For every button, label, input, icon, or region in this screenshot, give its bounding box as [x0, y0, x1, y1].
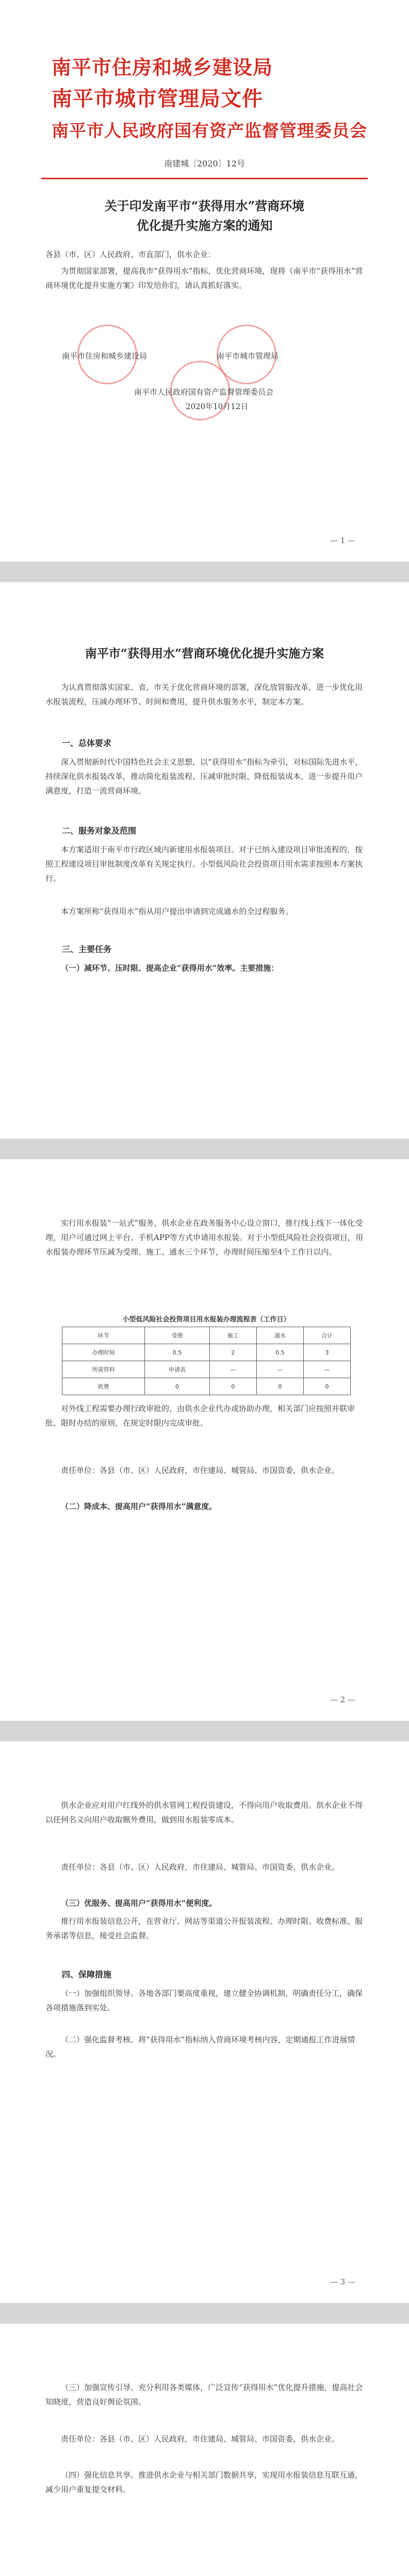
- page-4: [0, 1741, 409, 2303]
- responsible-units: 责任单位：各县（市、区）人民政府，市住建局、城管局、市国资委，供水企业。: [61, 2434, 340, 2444]
- plan-intro: 为认真贯彻落实国家、省、市关于优化营商环境的部署，深化放管服改革，进一步优化用水报装流程，压减办理环节、时间和费用，提升供水服务水平，制定本方案。: [45, 683, 363, 706]
- subsection-2: （二）降成本、提高用户“获得用水”满意度。: [61, 1502, 217, 1511]
- header-line-3: 南平市人民政府国有资产监督管理委员会: [52, 121, 367, 141]
- addressee: 各县（市、区）人民政府、市直部门，供水企业：: [45, 250, 216, 259]
- page-4-body-4: （二）强化监督考核。将“获得用水”指标纳入营商环境考核内容，定期通报工作进展情况。: [45, 2035, 355, 2059]
- table-cell: 0: [209, 1378, 256, 1395]
- section-2-heading: 二、服务对象及范围: [62, 826, 137, 836]
- notice-title-line-2: 优化提升实施方案的通知: [136, 218, 273, 233]
- table-cell: 2: [209, 1344, 256, 1361]
- red-divider: [41, 178, 368, 179]
- page-gap: [0, 1139, 409, 1159]
- section-1-heading: 一、总体要求: [62, 738, 112, 748]
- table-header-row: [62, 1327, 351, 1344]
- section-2-text-2: 本方案所称“获得用水”指从用户提出申请到完成通水的全过程服务。: [61, 907, 293, 916]
- table-cell: 办理时间: [62, 1344, 145, 1361]
- notice-title-line-1: 关于印发南平市“获得用水”营商环境: [104, 198, 305, 213]
- section-1-text: 深入贯彻新时代中国特色社会主义思想，以“获得用水”指标为牵引，对标国际先进水平，持续深化供水报装改革，推动简化报装流程、压减审批时限、降低报装成本，进一步提升用户满意度，打造一流营商环境。: [45, 757, 363, 795]
- page-gap: [0, 1721, 409, 1741]
- table-cell: 收费: [62, 1378, 145, 1395]
- page-3-body-2: 对外线工程需要办理行政审批的，由供水企业代办或协助办理，相关部门应按照并联审批、限时办结的原则，在规定时限内完成审批。: [45, 1404, 355, 1428]
- table-header: 合计: [303, 1327, 350, 1344]
- table-header: 受理: [145, 1327, 210, 1344]
- table-row: [62, 1344, 351, 1361]
- page-4-body: 供水企业应对用户红线外的供水管网工程投资建设，不得向用户收取费用。供水企业不得以任何名义向用户收取额外费用，做到用水报装零成本。: [45, 1801, 363, 1824]
- table-cell: 3: [303, 1344, 350, 1361]
- signature-left: 南平市住房和城乡建设局: [62, 351, 148, 361]
- table-cell: —: [209, 1361, 256, 1378]
- header-line-1: 南平市住房和城乡建设局: [52, 56, 273, 79]
- table-cell: —: [256, 1361, 303, 1378]
- page-5-body-2: （四）强化信息共享。推进供水企业与相关部门数据共享，实现用水报装信息互联互通，减少用户重复提交材料。: [45, 2470, 363, 2494]
- page-3: [0, 1159, 409, 1721]
- process-table: [62, 1327, 351, 1395]
- signature-middle: 南平市城市管理局: [217, 351, 279, 361]
- table-header: 通水: [256, 1327, 303, 1344]
- page-number: — 2 —: [330, 1695, 356, 1704]
- page-5: [0, 2324, 409, 2576]
- table-cell: —: [303, 1361, 350, 1378]
- page-number: — 3 —: [330, 2277, 356, 2286]
- page-number: — 1 —: [330, 536, 356, 545]
- table-header: 环节: [62, 1327, 145, 1344]
- table-cell: 0: [145, 1378, 210, 1395]
- responsible-units: 责任单位：各县（市、区）人民政府，市住建局、城管局、市国资委，供水企业。: [61, 1466, 340, 1475]
- plan-title: 南平市“获得用水”营商环境优化提升实施方案: [85, 647, 324, 660]
- page-4-body-2: 推行用水报装信息公开，在营业厅、网站等渠道公开报装流程、办理时限、收费标准、服务承诺等信息，接受社会监督。: [45, 1917, 363, 1940]
- page-3-body: 实行用水报装“一站式”服务，供水企业在政务服务中心设立窗口，推行线上线下一体化受理，用户可通过网上平台、手机APP等方式申请用水报装。对于小型低风险社会投资项目，用水报装办理环节压减为受理、施工、通水三个环节，办理时间压缩至4个工作日以内。: [45, 1218, 364, 1257]
- signature-right: 南平市人民政府国有资产监督管理委员会: [134, 387, 274, 397]
- issue-date: 2020年10月12日: [186, 402, 249, 411]
- table-row: [62, 1361, 351, 1378]
- page-5-body: （三）加强宣传引导。充分利用各类媒体，广泛宣传“获得用水”优化提升措施，提高社会知晓度，营造良好舆论氛围。: [45, 2383, 363, 2406]
- header-line-2: 南平市城市管理局文件: [52, 87, 263, 111]
- responsible-units: 责任单位：各县（市、区）人民政府，市住建局、城管局、市国资委，供水企业。: [61, 1862, 340, 1872]
- table-row: [62, 1378, 351, 1395]
- section-4-heading: 四、保障措施: [62, 1970, 112, 1979]
- subsection-3: （三）优服务、提高用户“获得用水”便利度。: [61, 1899, 217, 1908]
- table-cell: 0: [256, 1378, 303, 1395]
- document-number: 南建城〔2020〕12号: [163, 159, 246, 168]
- page-4-body-3: （一）加强组织领导。各地各部门要高度重视，建立健全协调机制，明确责任分工，确保各项措施落到实处。: [45, 1989, 363, 2012]
- section-3-subheading: （一）减环节、压时限、提高企业“获得用水”效率。主要措施：: [61, 963, 279, 973]
- table-header: 施工: [209, 1327, 256, 1344]
- table-caption: 小型低风险社会投资项目用水报装办理流程表（工作日）: [122, 1316, 290, 1324]
- notice-body: 为贯彻国家部署，提高我市“获得用水”指标，优化营商环境，现将《南平市“获得用水”营商环境优化提升实施方案》印发给你们，请认真抓好落实。: [45, 266, 363, 290]
- page-2: [0, 582, 409, 1139]
- table-cell: 所需资料: [62, 1361, 145, 1378]
- section-2-text: 本方案适用于南平市行政区域内新建用水报装项目。对于已纳入建设项目审批流程的，按照工程建设项目审批制度改革有关规定执行。小型低风险社会投资项目用水需求按照本方案执行。: [45, 845, 363, 883]
- section-3-heading: 三、主要任务: [62, 944, 112, 954]
- table-cell: 0: [303, 1378, 350, 1395]
- page-gap: [0, 562, 409, 582]
- table-cell: 申请表: [145, 1361, 210, 1378]
- page-gap: [0, 2303, 409, 2324]
- table-cell: 0.5: [256, 1344, 303, 1361]
- page-1: [0, 0, 409, 562]
- table-cell: 0.5: [145, 1344, 210, 1361]
